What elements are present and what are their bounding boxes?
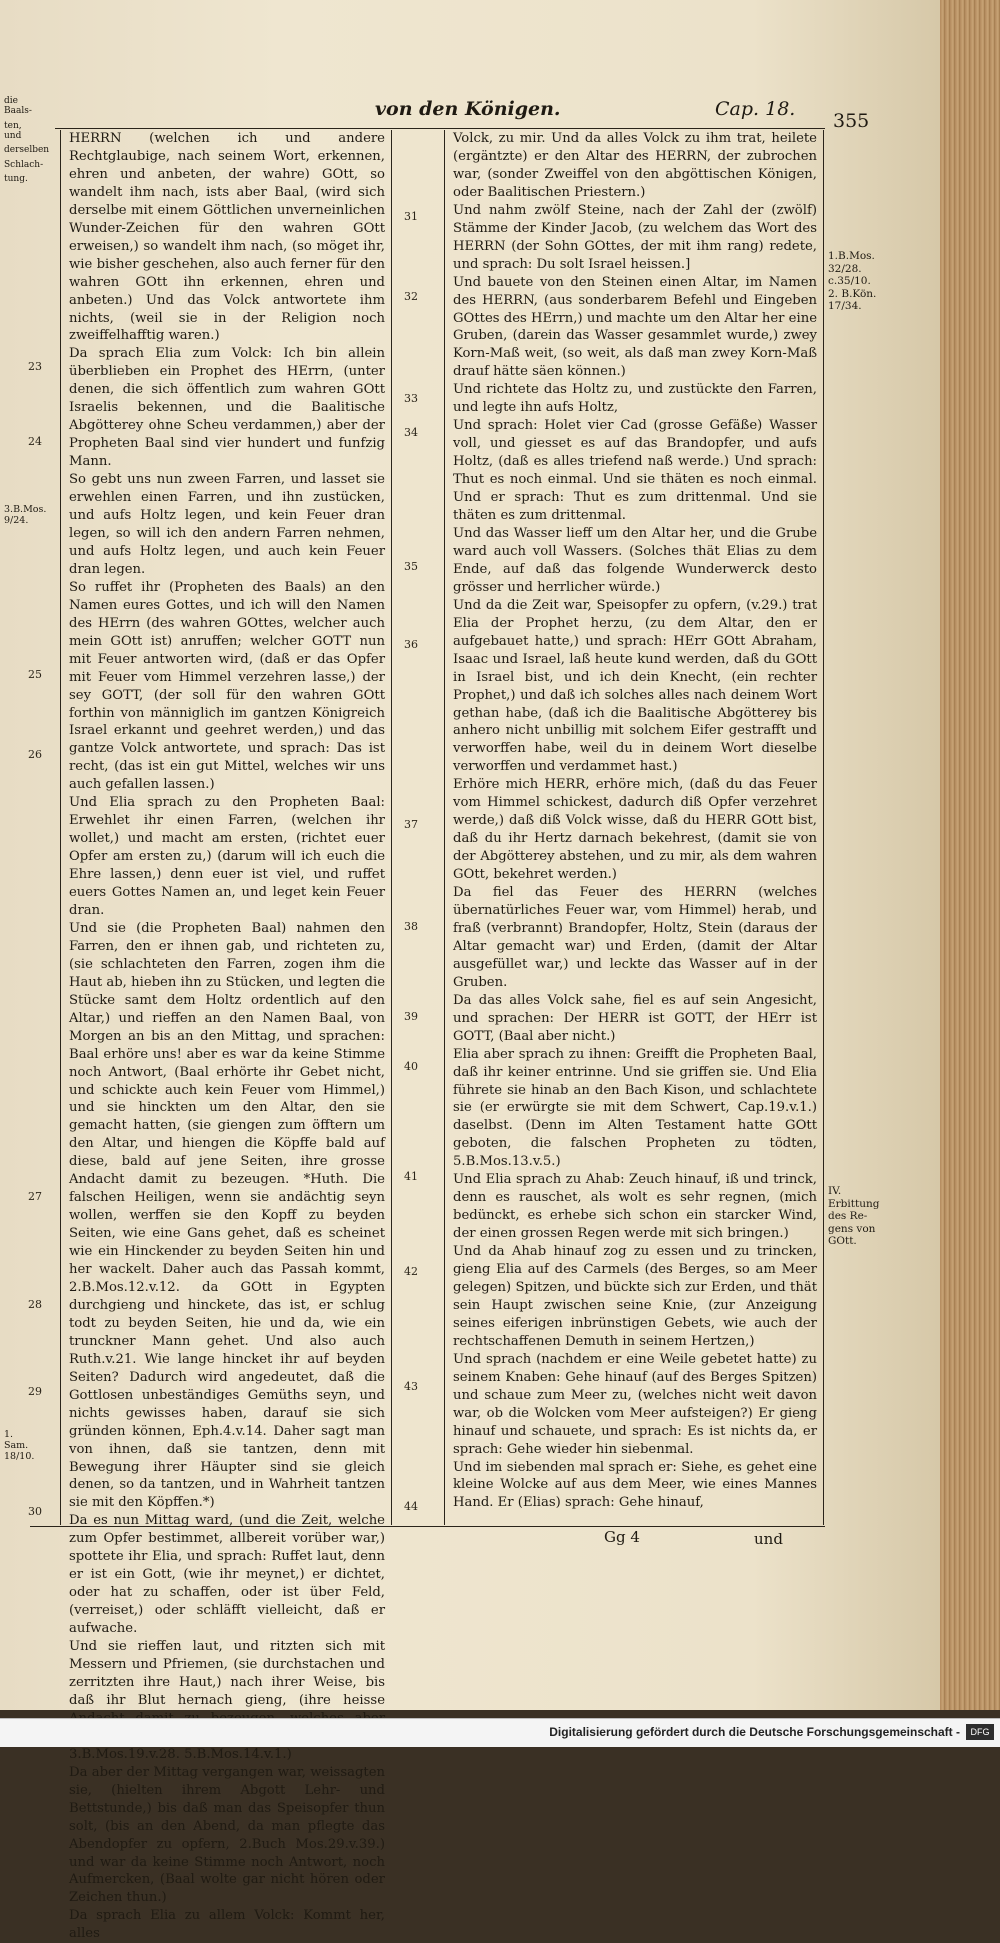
verse-number: 25 (28, 668, 42, 681)
margin-note-line: ten, und (4, 120, 22, 142)
digitization-notice: Digitalisierung gefördert durch die Deutsche Forschungsgemeinschaft - (549, 1725, 960, 1739)
verse-paragraph: Und sprach: Holet vier Cad (grosse Gefäße) Wasser voll, und giesset es auf das Brandopfer, und aufs Holtz, (daß es alles triefend naß werde.) Und sprach: Thut es noch einmal. Und sie thäten es noch einmal. Und er sprach: Thut es zum drittenmal. Und sie thäten es zum drittenmal. (453, 418, 817, 524)
verse-number: 32 (404, 290, 418, 303)
verse-paragraph: So gebt uns nun zween Farren, und lasset sie erwehlen einen Farren, und ihn zustücken, und aufs Holtz legen, und kein Feuer dran legen, so will ich den andern Farren nehmen, und aufs Holtz legen, und auch kein Feuer dran legen. (69, 472, 385, 577)
margin-ref-line: 1. Sam. (4, 1429, 29, 1451)
verse-number: 31 (404, 210, 418, 223)
verse-paragraph: Und sprach (nachdem er eine Weile gebetet hatte) zu seinem Knaben: Gehe hinauf (auf des Berges Spitzen) und schaue zum Meer zu, (welches nicht weit davon war, ob die Wolcken vom Meer aufsteigen?) Er gieng hinauf und schauete, und sprach: Es ist nichts da, er sprach: Gehe wieder hin siebenmal. (453, 1351, 817, 1457)
chapter-label: Cap. 18. (715, 98, 796, 120)
verse-paragraph: Da aber der Mittag vergangen war, weissagten sie, (hielten ihrem Abgott Lehr- und Bettstunde,) bis daß man das Speisopfer thun solt, (bis an den Abend, da man pflegte das Abendopfer zu opfern, 2.Buch Mos.29.v.39.) und war da keine Stimme noch Antwort, noch Aufmercken, (Baal wolte gar nicht hören oder Zeichen thun.) (69, 1764, 385, 1906)
catchword: und (754, 1530, 783, 1548)
margin-ref-line: c.35/10. (828, 275, 871, 288)
verse-paragraph: So ruffet ihr (Propheten des Baals) an den Namen eures Gottes, und ich will den Namen des HErrn (des wahren GOttes, welcher auch mein GOtt ist) anruffen; welcher GOTT nun mit Feuer antworten wird, (daß er das Opfer mit Feuer vom Himmel verzehren lasse,) der sey GOTT, (der soll für den wahren GOtt forthin von männiglich im gantzen Königreich Israel erkannt und geehret werden,) und das gantze Volck antwortete, und sprach: Das ist recht, (das ist ein gut Mittel, welches wir uns auch gefallen lassen.) (69, 579, 385, 793)
verse-paragraph: Und nahm zwölf Steine, nach der Zahl der (zwölf) Stämme der Kinder Jacob, (zu welchem das Wort des HERRN (der Sohn GOttes, der mit ihm rang) redete, und sprach: Du solt Israel heissen.] (453, 202, 817, 272)
running-header (55, 98, 825, 129)
verse-number: 44 (404, 1500, 418, 1513)
margin-ref-line: 17/34. (828, 300, 862, 313)
margin-ref-31 (828, 250, 898, 313)
verse-number: 30 (28, 1505, 42, 1518)
verse-paragraph: Da sprach Elia zu allem Volck: Kommt her, alles (69, 1908, 385, 1942)
margin-ref-line: gens von (828, 1222, 876, 1235)
verse-number: 29 (28, 1385, 42, 1398)
verse-paragraph: Und richtete das Holtz zu, und zustückte den Farren, und legte ihn aufs Holtz, (453, 382, 817, 416)
margin-ref-line: 2. B.Kön. (828, 287, 877, 300)
dfg-logo: DFG (966, 1724, 994, 1740)
running-title: von den Königen. (375, 98, 561, 120)
verse-paragraph: Und im siebenden mal sprach er: Siehe, es gehet eine kleine Wolcke auf aus dem Meer, wie eines Mannes Hand. Er (Elias) sprach: Gehe hinauf, (453, 1459, 817, 1511)
verse-number: 26 (28, 748, 42, 761)
verse-paragraph: Und Elia sprach zu den Propheten Baal: Erwehlet ihr einen Farren, (welchen ihr wollet,) und macht am ersten, (richtet euer Opfer am ersten zu,) (darum will ich euch die Ehre lassen,) denn euer ist viel, und ruffet euers Gottes Namen an, und leget kein Feuer dran. (69, 795, 385, 918)
verse-paragraph: Und da Ahab hinauf zog zu essen und zu trincken, gieng Elia auf des Carmels (des Berges, so am Meer gelegen) Spitzen, und bückte sich zur Erden, und thät sein Haupt zwischen seine Knie, (zur Anzeigung seines eiferigen inbrünstigen Gebets, wie auch der rechtschaffenen Demuth in seinem Hertzen,) (453, 1244, 817, 1349)
verse-number: 24 (28, 435, 42, 448)
verse-paragraph: Volck, zu mir. Und da alles Volck zu ihm trat, heilete (ergäntzte) er den Altar des HERRN, der zubrochen war, (sonder Zweiffel von den abgöttischen Königen, oder Baalitischen Priestern.) (453, 131, 817, 200)
verse-paragraph: Und sie (die Propheten Baal) nahmen den Farren, den er ihnen gab, und richteten zu, (sie schlachteten den Farren, zogen ihm die Haut ab, hieben ihn zu Stücken, und legten die Stücke samt dem Holtz ordentlich auf den Altar,) und rieffen an den Namen Baal, von Morgen an bis an den Mittag, und sprachen: Baal erhöre uns! aber es war da keine Stimme noch Antwort, (Baal erhörte ihr Gebet nicht, und schickte auch kein Feuer vom Himmel,) und sie hinckten um den Altar, den sie gemacht hatten, (sie giengen zum öfftern um den Altar, und hiengen die Köpffe bald auf diese, bald auf jene Seiten, ihre grosse Andacht damit zu bezeugen. *Huth. Die falschen Heiligen, wenn sie andächtig seyn wollen, werffen sie den Kopff zu beyden Seiten, wie eine Gans gehet, daß es scheinet wie ein Hinckender zu beyden Seiten hin und her wackelt. Daher auch das Passah kommt, 2.B.Mos.12.v.12. da GOtt in Egypten durchgieng und hinckete, das ist, er schlug todt zu beyden Seiten, hie und da, wie ein trunckner Mann gehet. Und also auch Ruth.v.21. Wie lange hincket ihr auf beyden Seiten? Dadurch wird angedeutet, daß die Gottlosen unbeständiges Gemüths seyn, und nichts gewisses haben, darauf sie sich gründen können, Eph.4.v.14. Daher sagt man von ihnen, daß sie tantzen, denn mit Bewegung ihrer Häupter sind sie gleich denen, so da tantzen, und in Wahrheit tantzen sie mit den Köpffen.*) (69, 920, 385, 1511)
margin-note-line: tung. (4, 174, 28, 185)
margin-ref-line: Erbittung (828, 1197, 880, 1210)
margin-note-line: Schlach- (4, 159, 44, 170)
margin-ref-line: IV. (828, 1185, 842, 1197)
margin-ref-line: 3.B.Mos. (4, 504, 47, 515)
verse-paragraph: Da es nun Mittag ward, (und die Zeit, welche zum Opfer bestimmet, allbereit vorüber war,) spottete ihr Elia, und sprach: Ruffet laut, denn er ist ein Gott, (wie ihr meynet,) er dichtet, oder hat zu schaffen, oder ist über Feld, (verreiset,) oder schläfft vielleicht, daß er aufwache. (69, 1513, 385, 1637)
verse-paragraph: Und das Wasser lieff um den Altar her, und die Grube ward auch voll Wassers. (Solches thät Elias zu dem Ende, auf daß das folgende Wunderwerck desto grösser und herrlicher würde.) (453, 525, 817, 595)
verse-paragraph: Elia aber sprach zu ihnen: Greifft die Propheten Baal, daß ihr keiner entrinne. Und sie griffen sie. Und Elia führete sie hinab an den Bach Kison, und schlachtete sie (er erwürgte sie mit dem Schwert, Cap.19.v.1.) daselbst. (Denn im Alten Testament hatte GOtt geboten, die falschen Propheten zu tödten, 5.B.Mos.13.v.5.) (453, 1046, 817, 1170)
verse-paragraph: Da fiel das Feuer des HERRN (welches übernatürliches Feuer war, vom Himmel) herab, und fraß (verbrannt) Brandopfer, Holtz, Stein (daraus der Altar gemacht war) und Erden, (damit der Altar ausgefüllet war,) und leckte das Wasser auf in der Gruben. (453, 885, 817, 990)
verse-number: 42 (404, 1265, 418, 1278)
verse-paragraph: HERRN (welchen ich und andere Rechtglaubige, nach seinem Wort, erkennen, ehren und anbeten, der wahre) GOtt, so wandelt ihm nach, ists aber Baal, (wird sich derselbe mit einem Göttlichen unverneinlichen Wunder-Zeichen für den wahren GOtt erweisen,) so wandelt ihm nach, (so möget ihr, wie bisher geschehen, also auch ferner für den wahren GOtt ihn erkennen, ehren und anbeten.) Und das Volck antwortete ihm nichts, (weil sie in der Religion noch zweiffelhafftig waren.) (69, 131, 385, 344)
margin-ref-line: des Re- (828, 1210, 868, 1223)
verse-number: 36 (404, 638, 418, 651)
margin-section-iv (828, 1185, 898, 1248)
right-text-column (444, 130, 824, 1525)
margin-ref-line: 32/28. (828, 262, 862, 275)
margin-ref-line: 18/10. (4, 1450, 35, 1462)
verse-number: 37 (404, 818, 418, 831)
verse-number: 28 (28, 1298, 42, 1311)
left-text-column (60, 130, 392, 1942)
margin-note-line: derselben (4, 145, 50, 156)
bottom-rule (30, 1526, 825, 1527)
verse-paragraph: Da das alles Volck sahe, fiel es auf sein Angesicht, und sprachen: Der HERR ist GOTT, der HErr ist GOTT, (Baal aber nicht.) (453, 992, 817, 1044)
margin-note-top (4, 96, 50, 188)
margin-ref-line: GOtt. (828, 1235, 857, 1248)
signature-mark: Gg 4 (604, 1528, 640, 1546)
verse-number: 39 (404, 1010, 418, 1023)
verse-paragraph: Und bauete von den Steinen einen Altar, im Namen des HERRN, (aus sonderbarem Befehl und Eingeben GOttes des HErrn,) und machte um den Altar her eine Gruben, (darein das Wasser gesammlet wurde,) zwey Korn-Maß weit, (so weit, als daß man zwey Korn-Maß drauf hätte säen können.) (453, 274, 817, 380)
verse-number: 23 (28, 360, 42, 373)
page-number: 355 (833, 110, 870, 132)
verse-number: 41 (404, 1170, 418, 1183)
verse-paragraph: Erhöre mich HERR, erhöre mich, (daß du das Feuer vom Himmel schickest, dadurch diß Opfer verzehret werde,) daß diß Volck wisse, daß du HERR GOtt bist, daß du ihr Hertz darnach bekehrest, (damit sie von der Abgötterey abstehen, und zu mir, als dem wahren GOtt, bekehret werden.) (453, 777, 817, 883)
verse-number: 40 (404, 1060, 418, 1073)
margin-ref-line: 9/24. (4, 514, 29, 526)
verse-paragraph: Da sprach Elia zum Volck: Ich bin allein überblieben ein Prophet des HErrn, (unter denen, die sich öffentlich zum wahren GOtt Israelis bekennen, und die Baalitische Abgötterey ohne Scheu verdammen,) aber der Propheten Baal sind vier hundert und funfzig Mann. (69, 346, 385, 470)
verse-number: 33 (404, 392, 418, 405)
verse-number: 35 (404, 560, 418, 573)
digitization-footer (0, 1718, 1000, 1747)
verse-paragraph: Und Elia sprach zu Ahab: Zeuch hinauf, iß und trinck, denn es rauschet, als wolt es sehr regnen, (mich bedünckt, es erhebe sich schon ein starcker Wind, der einen grossen Regen werde mit sich bringen.) (453, 1172, 817, 1242)
verse-numbers-left (28, 130, 58, 1525)
verse-number: 38 (404, 920, 418, 933)
margin-note-line: die Baals- (4, 96, 32, 117)
margin-ref-line: 1.B.Mos. (828, 250, 875, 262)
verse-numbers-right (404, 130, 434, 1525)
verse-paragraph: Und da die Zeit war, Speisopfer zu opfern, (v.29.) trat Elia der Prophet herzu, (zu dem Altar, den er aufgebauet hatte,) und sprach: HErr GOtt Abraham, Isaac und Israel, laß heute kund werden, daß du GOtt in Israel bist, und ich dein Knecht, (ein rechter Prophet,) und daß ich solches alles nach deinem Wort gethan habe, (daß ich die Baalitische Abgötterey bis anhero nicht unbillig mit solchem Eifer gestrafft und verworffen habe, weil du in deinem Wort dieselbe verworffen und verdammet hast.) (453, 597, 817, 775)
verse-paragraph: Und sie rieffen laut, und ritzten sich mit Messern und Pfriemen, (sie durchstachen und zerritzten ihre Haut,) nach ihrer Weise, bis daß ihr Blut hernach gieng, (ihre heisse 3.B.Mos.19.v.28. 5.B.Mos.14.v.1.) (69, 1639, 385, 1762)
verse-number: 43 (404, 1380, 418, 1393)
verse-number: 34 (404, 426, 418, 439)
verse-number: 27 (28, 1190, 42, 1203)
page-edges (940, 0, 1000, 1710)
